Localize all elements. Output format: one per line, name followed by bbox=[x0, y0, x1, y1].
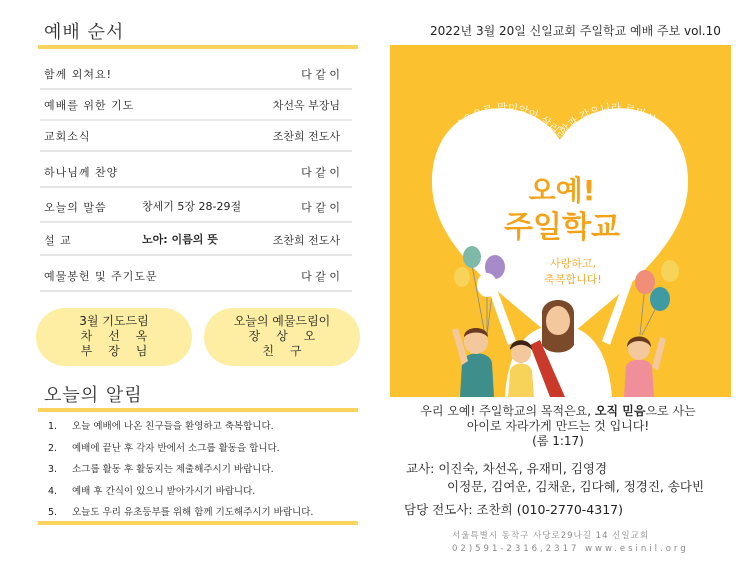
notice-item bbox=[48, 463, 358, 485]
worship-item-title: 오늘의 말씀 bbox=[44, 201, 107, 214]
notice-text: 예배에 끝난 후 각자 반에서 소그룹 활동을 합니다. bbox=[72, 442, 280, 454]
offering-badge-name: 장상오 bbox=[248, 329, 332, 343]
notice-number: 4. bbox=[48, 485, 58, 497]
hero-sub-line1: 사랑하고, bbox=[549, 257, 597, 270]
child-right-icon bbox=[624, 337, 666, 398]
mission-keyword: 오직 믿음 bbox=[594, 404, 646, 418]
worship-item bbox=[40, 258, 352, 292]
worship-item-title: 교회소식 bbox=[44, 130, 91, 143]
mission-line1-pre: 우리 오예! 주일학교의 목적은요, bbox=[420, 404, 595, 418]
worship-order-rule bbox=[38, 45, 358, 49]
notice-item bbox=[48, 485, 358, 507]
worship-item-leader: 차선옥 부장님 bbox=[272, 99, 340, 112]
worship-item-title: 예배를 위한 기도 bbox=[44, 99, 135, 112]
worship-item bbox=[40, 56, 352, 90]
notices-title: 오늘의 알림 bbox=[44, 385, 143, 406]
worship-order-title: 예배 순서 bbox=[44, 22, 125, 43]
prayer-badge-title: 3월 기도드림 bbox=[79, 314, 149, 328]
mission-statement bbox=[398, 404, 718, 449]
worship-item bbox=[40, 222, 352, 256]
hero-title-line1: 오예! bbox=[528, 174, 596, 207]
hero-sub-line2: 축복합니다! bbox=[544, 273, 602, 286]
teachers-list bbox=[406, 460, 704, 496]
church-address bbox=[452, 530, 689, 556]
worship-item-scripture: 창세기 5장 28-29절 bbox=[142, 200, 242, 213]
prayer-badge-role: 부장님 bbox=[80, 344, 164, 358]
prayer-badge bbox=[36, 308, 192, 366]
hero-scripture-text: 오직 의인은 믿음으로 말미암아 살리라 함과 같으니라 로마서 1:17 bbox=[430, 102, 677, 186]
phone-website-line: 02)591-2316,2317 www.esinil.org bbox=[452, 544, 689, 554]
notice-number: 5. bbox=[48, 507, 58, 518]
bulletin-header: 2022년 3월 20일 신일교회 주일학교 예배 주보 vol.10 bbox=[430, 24, 721, 38]
notices-list bbox=[48, 420, 358, 528]
teachers-line2: 이정문, 김여운, 김채운, 김다혜, 정경진, 송다빈 bbox=[447, 479, 705, 494]
address-line: 서울특별시 동작구 사당로29나길 14 신일교회 bbox=[452, 531, 650, 541]
worship-item-title: 예물봉헌 및 주기도문 bbox=[44, 270, 158, 283]
notices-rule-bottom bbox=[38, 521, 358, 525]
worship-item bbox=[40, 87, 352, 121]
child-left-icon bbox=[452, 328, 494, 397]
notice-text: 오늘 예배에 나온 친구들을 환영하고 축복합니다. bbox=[72, 421, 274, 432]
worship-item-title: 함께 외쳐요! bbox=[44, 68, 113, 81]
notice-text: 오늘도 우리 유초등부를 위해 함께 기도해주시기 바랍니다. bbox=[72, 507, 314, 518]
mission-line1 bbox=[398, 404, 718, 419]
mission-line1-post: 으로 사는 bbox=[645, 404, 696, 418]
mission-line2: 아이로 자라가게 만드는 것 입니다! bbox=[466, 419, 650, 433]
worship-item bbox=[40, 118, 352, 152]
offering-badge-title: 오늘의 예물드림이 bbox=[233, 314, 331, 328]
worship-item-title: 하나님께 찬양 bbox=[44, 166, 119, 179]
notice-number: 3. bbox=[48, 464, 58, 475]
teachers-line1: 교사: 이진숙, 차선옥, 유재미, 김영경 bbox=[406, 461, 608, 476]
mission-reference: (롬 1:17) bbox=[532, 434, 584, 448]
notice-text: 예배 후 간식이 있으니 받아가시기 바랍니다. bbox=[72, 485, 256, 497]
worship-item-leader: 조찬희 전도사 bbox=[272, 234, 340, 247]
hero-illustration bbox=[390, 45, 731, 397]
notice-number: 2. bbox=[48, 442, 58, 454]
prayer-badge-name: 차선옥 bbox=[80, 329, 164, 343]
hero-artwork bbox=[390, 45, 731, 397]
worship-item-leader: 다 같 이 bbox=[301, 270, 340, 283]
worship-item-leader: 다 같 이 bbox=[301, 68, 340, 81]
contact-info: 담당 전도사: 조찬희 (010-2770-4317) bbox=[404, 502, 623, 517]
offering-badge-role: 친구 bbox=[262, 344, 318, 358]
balloons-right-icon bbox=[635, 260, 679, 335]
worship-item-title: 설 교 bbox=[44, 234, 72, 247]
worship-item-leader: 다 같 이 bbox=[301, 201, 340, 214]
notice-item bbox=[48, 420, 358, 442]
worship-item-leader: 조찬희 전도사 bbox=[272, 130, 340, 143]
worship-item bbox=[40, 154, 352, 188]
sermon-title: 노아: 이름의 뜻 bbox=[142, 233, 218, 246]
notice-number: 1. bbox=[48, 421, 58, 432]
worship-item-leader: 다 같 이 bbox=[301, 166, 340, 179]
notice-item bbox=[48, 442, 358, 464]
notice-text: 소그룹 활동 후 활동지는 제출해주시기 바랍니다. bbox=[72, 464, 274, 475]
offering-badge bbox=[204, 308, 360, 366]
hero-title-line2: 주일학교 bbox=[504, 210, 620, 245]
worship-item bbox=[40, 189, 352, 223]
notices-rule-top bbox=[38, 408, 358, 412]
